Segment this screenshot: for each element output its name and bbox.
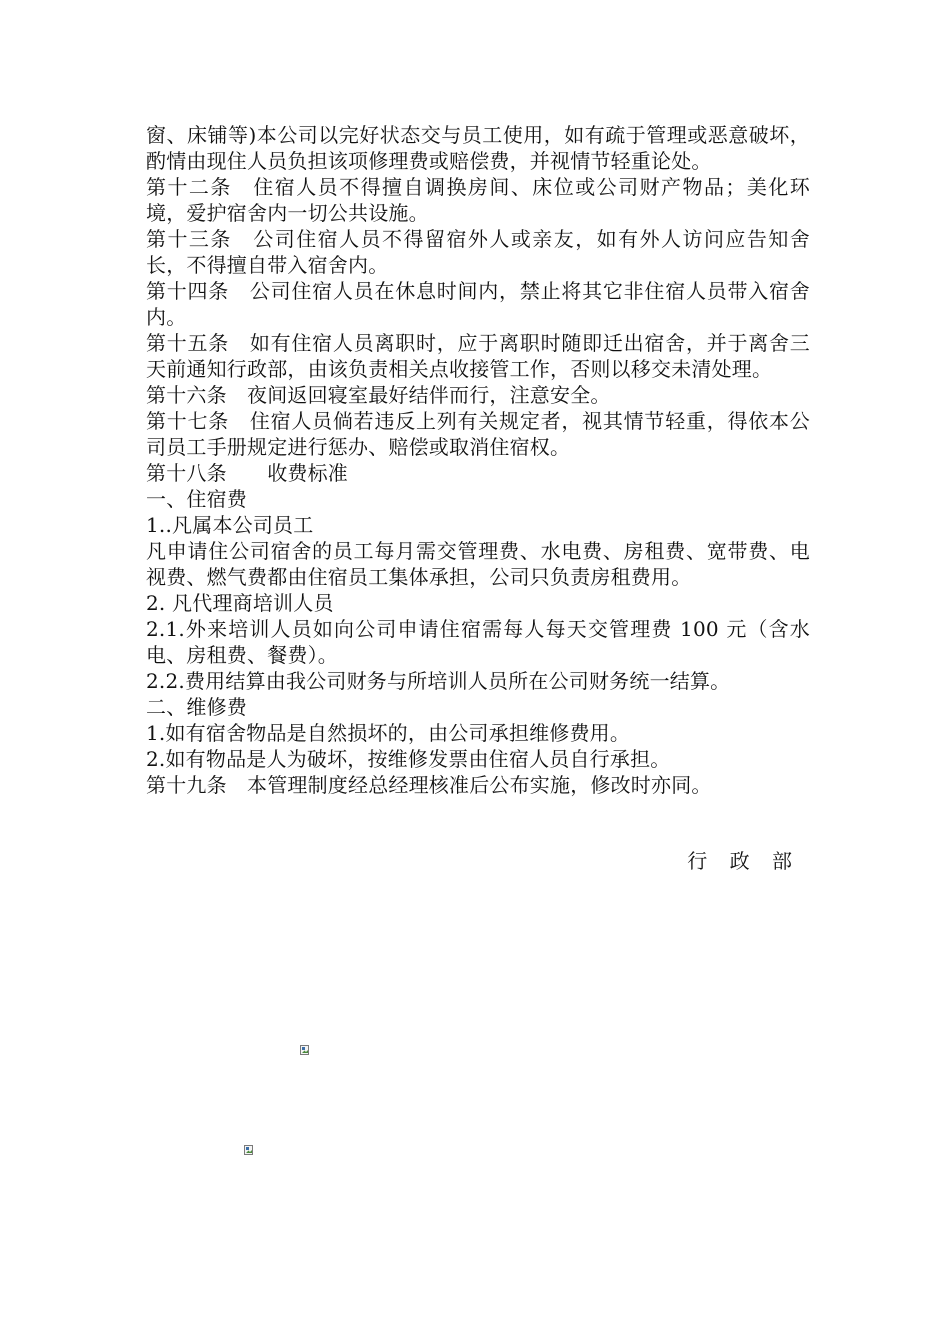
paragraph-settlement: 2.2.费用结算由我公司财务与所培训人员所在公司财务统一结算。 bbox=[146, 669, 731, 693]
paragraph-clause-16: 第十六条 夜间返回寝室最好结伴而行，注意安全。 bbox=[146, 383, 611, 407]
document-body bbox=[146, 122, 810, 798]
broken-image-icon bbox=[300, 1045, 310, 1055]
signature-department: 行 政 部 bbox=[687, 849, 800, 873]
paragraph-clause-11-continued: 窗、床铺等)本公司以完好状态交与员工使用，如有疏于管理或恶意破坏，酌情由现住人员负担该项修理费或赔偿费，并视情节轻重论处。 bbox=[146, 123, 810, 173]
paragraph-clause-18-heading: 第十八条 收费标准 bbox=[146, 461, 348, 485]
paragraph-natural-damage: 1.如有宿舍物品是自然损坏的，由公司承担维修费用。 bbox=[146, 721, 631, 745]
paragraph-clause-13: 第十三条 公司住宿人员不得留宿外人或亲友，如有外人访问应告知舍长，不得擅自带入宿舍内。 bbox=[146, 227, 810, 277]
paragraph-clause-12: 第十二条 住宿人员不得擅自调换房间、床位或公司财产物品；美化环境，爱护宿舍内一切公共设施。 bbox=[146, 175, 810, 225]
paragraph-trainee-fee: 2.1.外来培训人员如向公司申请住宿需每人每天交管理费 100 元（含水电、房租费、餐费）。 bbox=[146, 617, 810, 667]
paragraph-staff-fees: 凡申请住公司宿舍的员工每月需交管理费、水电费、房租费、宽带费、电视费、燃气费都由住宿员工集体承担，公司只负责房租费用。 bbox=[146, 539, 810, 589]
broken-image-icon bbox=[244, 1145, 254, 1155]
paragraph-clause-17: 第十七条 住宿人员倘若违反上列有关规定者，视其情节轻重，得依本公司员工手册规定进行惩办、赔偿或取消住宿权。 bbox=[146, 409, 810, 459]
subheading-company-staff: 1..凡属本公司员工 bbox=[146, 513, 314, 537]
paragraph-clause-15: 第十五条 如有住宿人员离职时，应于离职时随即迁出宿舍，并于离舍三天前通知行政部，由该负责相关点收接管工作，否则以移交未清处理。 bbox=[146, 331, 810, 381]
section-heading-maintenance-fee: 二、维修费 bbox=[146, 695, 247, 719]
subheading-agent-trainees: 2. 凡代理商培训人员 bbox=[146, 591, 334, 615]
paragraph-clause-14: 第十四条 公司住宿人员在休息时间内，禁止将其它非住宿人员带入宿舍内。 bbox=[146, 279, 810, 329]
section-heading-accommodation-fee: 一、住宿费 bbox=[146, 487, 247, 511]
paragraph-human-damage: 2.如有物品是人为破坏，按维修发票由住宿人员自行承担。 bbox=[146, 747, 671, 771]
paragraph-clause-19: 第十九条 本管理制度经总经理核准后公布实施，修改时亦同。 bbox=[146, 773, 712, 797]
